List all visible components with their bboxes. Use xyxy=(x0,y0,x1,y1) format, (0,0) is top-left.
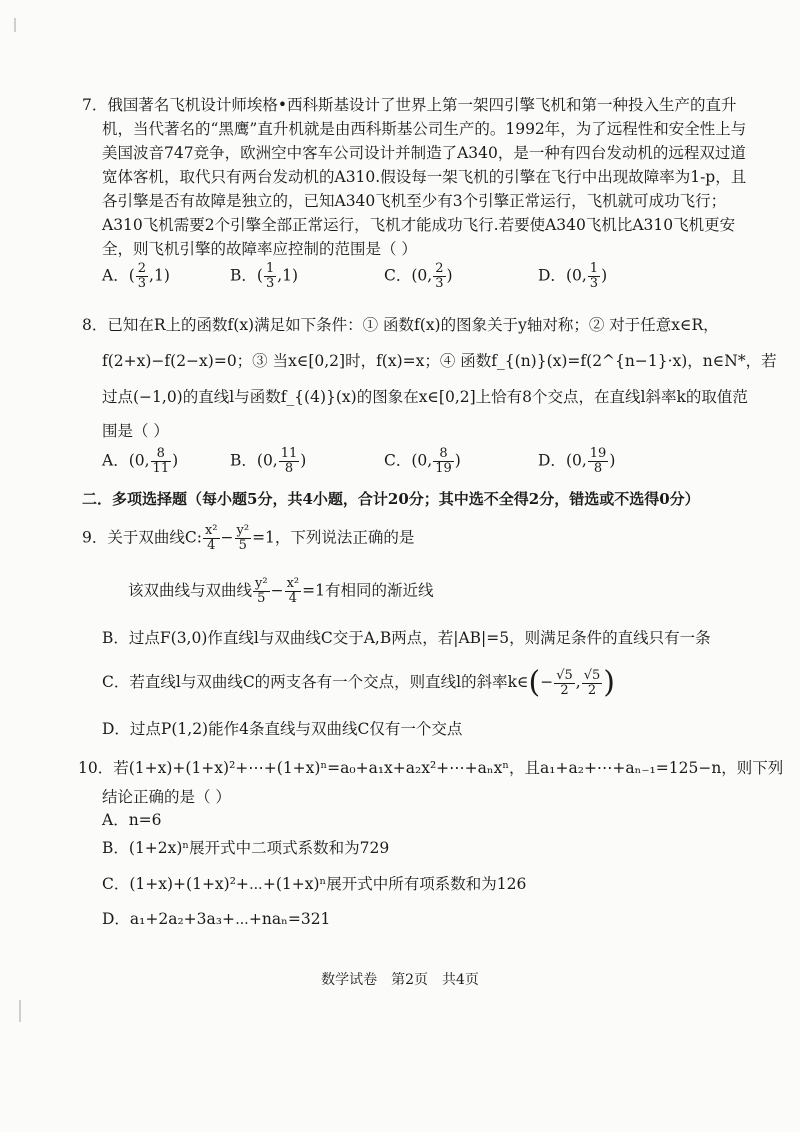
q9-option-a xyxy=(128,577,433,606)
q7-option-d-left: (0, xyxy=(565,266,587,285)
q7-option-c-fraction xyxy=(433,262,445,291)
q7-option-d-num: 1 xyxy=(589,261,599,276)
q7-option-a xyxy=(102,262,170,291)
q10-option-d: D．a₁+2a₂+3a₃+⋯+naₙ=321 xyxy=(102,910,331,928)
q7-line-6: A310飞机需要2个引擎全部正常运行，飞机才能成功飞行.若要使A340飞机比A310飞机更安 xyxy=(102,216,736,234)
q9-y-den: 5 xyxy=(238,538,247,553)
q9-option-a-frac1-num: y² xyxy=(255,576,268,591)
q8-line-3: 过点(−1,0)的直线l与函数f_{(4)}(x)的图象在x∈[0,2]上恰有8个交点，在直线l斜率k的取值范 xyxy=(102,388,748,406)
q9-option-a-suffix: =1有相同的渐近线 xyxy=(302,581,434,600)
q10-option-b: B．(1+2x)ⁿ展开式中二项式系数和为729 xyxy=(102,839,390,857)
q7-option-d-label: D． xyxy=(538,266,566,285)
q8-option-d-right: ) xyxy=(609,451,616,470)
q7-option-c xyxy=(384,262,453,291)
q8-option-d-label: D． xyxy=(538,451,566,470)
q7-option-b-label: B． xyxy=(230,266,257,285)
q9-option-c-rparen: ) xyxy=(603,665,616,700)
q7-option-b-num: 1 xyxy=(265,261,275,276)
q7-option-b-left: ( xyxy=(256,266,263,285)
q9-option-a-frac2 xyxy=(285,577,302,606)
q8-option-b-num: 11 xyxy=(280,446,298,461)
q7-line-7: 全，则飞机引擎的故障率应控制的范围是（ ） xyxy=(102,240,417,258)
q9-option-b: B．过点F(3,0)作直线l与双曲线C交于A,B两点，若|AB|=5，则满足条件的直线只有一条 xyxy=(102,629,711,647)
q7-option-c-label: C． xyxy=(384,266,412,285)
q7-option-d-den: 3 xyxy=(589,276,599,291)
q7-option-a-fraction xyxy=(136,262,148,291)
scan-edge-mark-bottom xyxy=(19,1000,21,1022)
q7-option-a-den: 3 xyxy=(137,276,147,291)
q7-option-b-fraction xyxy=(264,262,276,291)
q7-option-d xyxy=(538,262,607,291)
q8-option-b-right: ) xyxy=(300,451,307,470)
q8-option-d-left: (0, xyxy=(565,451,587,470)
q8-option-a-fraction xyxy=(151,447,172,476)
q10-line-1: 10．若(1+x)+(1+x)²+⋯+(1+x)ⁿ=a₀+a₁x+a₂x²+⋯+aₙxⁿ，且a₁+a₂+⋯+aₙ₋₁=125−n，则下列 xyxy=(78,759,784,777)
q8-option-d-num: 19 xyxy=(589,446,607,461)
q8-option-d xyxy=(538,447,615,476)
q8-option-a-right: ) xyxy=(172,451,179,470)
q7-option-c-den: 3 xyxy=(435,276,444,291)
q8-option-c-right: ) xyxy=(454,451,461,470)
q7-line-3: 美国波音747竞争，欧洲空中客车公司设计并制造了A340，是一种有四台发动机的远程双过道 xyxy=(102,144,746,162)
q8-line-2: f(2+x)−f(2−x)=0；③ 当x∈[0,2]时，f(x)=x；④ 函数f_{(n)}(x)=f(2^{n−1}·x)，n∈N*，若 xyxy=(102,352,777,370)
q8-line-1: 8．已知在R上的函数f(x)满足如下条件：① 函数f(x)的图象关于y轴对称；② 对于任意x∈R， xyxy=(82,316,719,334)
q8-option-c-num: 8 xyxy=(433,447,454,462)
q7-option-b xyxy=(230,262,298,291)
scan-edge-mark-top xyxy=(14,18,16,32)
q8-line-4: 围是（ ） xyxy=(102,422,169,440)
q7-option-a-label: A． xyxy=(102,266,129,285)
q10-option-a: A．n=6 xyxy=(102,811,162,829)
q8-option-b-label: B． xyxy=(230,451,257,470)
q8-option-a-left: (0, xyxy=(128,451,150,470)
q9-option-d: D．过点P(1,2)能作4条直线与双曲线C仅有一个交点 xyxy=(102,720,463,738)
q7-option-c-num: 2 xyxy=(435,261,444,276)
q9-option-a-frac2-den: 4 xyxy=(288,591,297,606)
q9-x-den: 4 xyxy=(207,538,216,553)
q7-line-2: 机，当代著名的“黑鹰”直升机就是由西科斯基公司生产的。1992年，为了远程性和安全性上与 xyxy=(102,120,747,138)
q9-option-c-hi-den: 2 xyxy=(587,682,597,698)
q7-option-a-left: ( xyxy=(128,266,135,285)
q8-option-b xyxy=(230,447,306,476)
q7-option-b-den: 3 xyxy=(265,276,275,291)
q9-stem-prefix: 9．关于双曲线C: xyxy=(82,528,202,547)
q9-option-c-lparen: ( xyxy=(528,665,541,700)
q7-option-a-right: ,1) xyxy=(149,266,170,285)
q8-option-c-left: (0, xyxy=(411,451,433,470)
q9-minus: − xyxy=(220,528,234,547)
q9-option-a-minus: − xyxy=(270,581,284,600)
q7-line-1: 7．俄国著名飞机设计师埃格•西科斯基设计了世界上第一架四引擎飞机和第一种投入生产的直升 xyxy=(82,96,737,114)
q9-option-c-neg: − xyxy=(540,673,554,691)
q8-option-a-num: 8 xyxy=(151,447,172,462)
q9-stem-suffix: =1，下列说法正确的是 xyxy=(252,528,415,547)
page-footer: 数学试卷 第2页 共4页 xyxy=(321,972,479,988)
q9-option-c-hi-num: √5 xyxy=(583,667,601,683)
q10-option-c: C．(1+x)+(1+x)²+⋯+(1+x)ⁿ展开式中所有项系数和为126 xyxy=(102,875,527,893)
q8-option-b-fraction xyxy=(279,447,300,476)
q7-option-d-right: ) xyxy=(601,266,608,285)
q8-option-a xyxy=(102,447,178,476)
q7-option-d-fraction xyxy=(588,262,600,291)
q9-option-a-frac2-num: x² xyxy=(286,576,300,591)
q9-option-c xyxy=(102,665,616,700)
q7-line-4: 宽体客机，取代只有两台发动机的A310.假设每一架飞机的引擎在飞行中出现故障率为1-p，且 xyxy=(102,168,747,186)
q9-option-c-hi xyxy=(582,669,603,698)
q8-option-c xyxy=(384,447,461,476)
q8-option-c-fraction xyxy=(433,447,454,476)
q8-option-d-den: 8 xyxy=(593,461,603,476)
q8-option-c-den: 19 xyxy=(435,461,452,476)
q7-option-c-left: (0, xyxy=(411,266,433,285)
q8-option-b-left: (0, xyxy=(256,451,278,470)
q8-option-c-label: C． xyxy=(384,451,412,470)
q7-line-5: 各引擎是否有故障是独立的，已知A340飞机至少有3个引擎正常运行，飞机就可成功飞行； xyxy=(102,192,727,210)
q9-option-c-lo-den: 2 xyxy=(560,682,569,698)
q8-option-a-label: A． xyxy=(102,451,129,470)
q9-option-c-prefix: C．若直线l与双曲线C的两支各有一个交点，则直线l的斜率k∈ xyxy=(102,673,529,691)
q7-option-a-num: 2 xyxy=(137,261,147,276)
q7-option-c-right: ) xyxy=(446,266,453,285)
q9-option-c-lo xyxy=(554,669,575,698)
q9-option-a-prefix: 该双曲线与双曲线 xyxy=(128,581,253,600)
q9-option-a-frac1-den: 5 xyxy=(257,591,266,606)
q9-x-num: x² xyxy=(204,523,218,538)
q8-option-a-den: 11 xyxy=(152,461,170,476)
q9-stem xyxy=(82,524,414,553)
q8-option-b-den: 8 xyxy=(284,461,294,476)
q9-option-a-frac1 xyxy=(253,577,270,606)
q9-option-c-lo-num: √5 xyxy=(556,667,573,683)
q7-option-b-right: ,1) xyxy=(277,266,299,285)
q10-line-2: 结论正确的是（ ） xyxy=(102,788,231,806)
section-2-heading: 二．多项选择题（每小题5分，共4小题，合计20分；其中选不全得2分，错选或不选得0分） xyxy=(82,490,700,508)
q9-option-c-comma: , xyxy=(575,673,581,691)
q8-option-d-fraction xyxy=(588,447,609,476)
q9-y-num: y² xyxy=(236,523,250,538)
q9-hyperbola-x-term xyxy=(203,524,220,553)
q9-hyperbola-y-term xyxy=(235,524,252,553)
